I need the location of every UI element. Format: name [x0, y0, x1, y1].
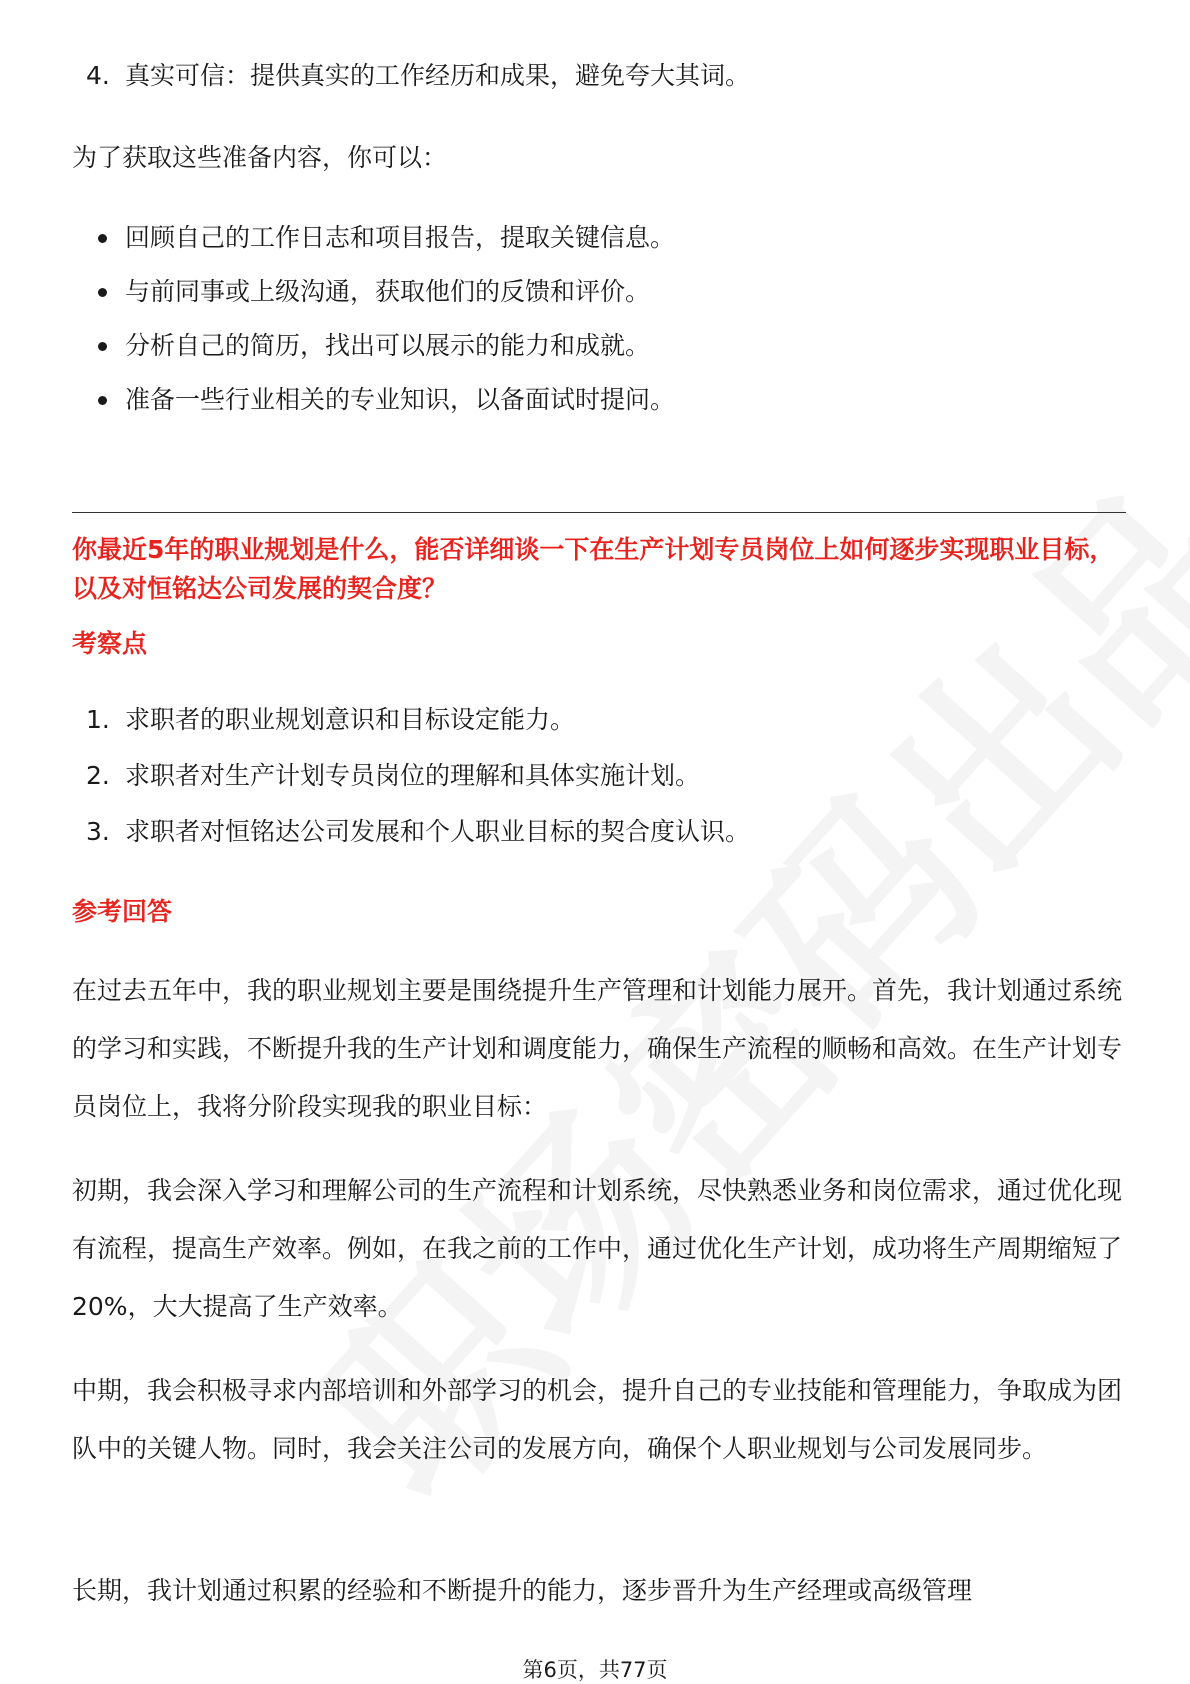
bullet-dot — [98, 288, 107, 297]
bullet-dot — [98, 234, 107, 243]
bullet-item: 准备一些行业相关的专业知识，以备面试时提问。 — [125, 385, 676, 414]
bullet-item: 回顾自己的工作日志和项目报告，提取关键信息。 — [125, 223, 676, 252]
page-footer: 第6页，共77页 — [522, 1658, 668, 1682]
answer-paragraph: 长期，我计划通过积累的经验和不断提升的能力，逐步晋升为生产经理或高级管理 — [72, 1576, 973, 1605]
section-divider — [72, 512, 1126, 513]
point-number: 2. — [86, 761, 110, 790]
top-item-number: 4. — [86, 61, 110, 90]
answer-paragraph: 在过去五年中，我的职业规划主要是围绕提升生产管理和计划能力展开。首先，我计划通过系统的学习和实践，不断提升我的生产计划和调度能力，确保生产流程的顺畅和高效。在生产计划专员岗位上，我将分阶段实现我的职业目标： — [72, 976, 1123, 1121]
answer-paragraph: 中期，我会积极寻求内部培训和外部学习的机会，提升自己的专业技能和管理能力，争取成为团队中的关键人物。同时，我会关注公司的发展方向，确保个人职业规划与公司发展同步。 — [72, 1376, 1123, 1463]
point-text: 求职者对生产计划专员岗位的理解和具体实施计划。 — [125, 761, 701, 790]
point-text: 求职者对恒铭达公司发展和个人职业目标的契合度认识。 — [125, 817, 751, 846]
top-item-text: 真实可信：提供真实的工作经历和成果，避免夸大其词。 — [125, 61, 751, 90]
bullet-item: 分析自己的简历，找出可以展示的能力和成就。 — [125, 331, 651, 360]
bullet-item: 与前同事或上级沟通，获取他们的反馈和评价。 — [125, 277, 651, 306]
answer-paragraph: 初期，我会深入学习和理解公司的生产流程和计划系统，尽快熟悉业务和岗位需求，通过优化现有流程，提高生产效率。例如，在我之前的工作中，通过优化生产计划，成功将生产周期缩短了20%，大大提高了生产效率。 — [72, 1176, 1123, 1321]
bullet-dot — [98, 396, 107, 405]
bullet-dot — [98, 342, 107, 351]
intro-text: 为了获取这些准备内容，你可以： — [72, 143, 448, 172]
section-title-assessment: 考察点 — [72, 629, 148, 658]
point-number: 3. — [86, 817, 110, 846]
section-title-answer: 参考回答 — [72, 897, 173, 926]
point-text: 求职者的职业规划意识和目标设定能力。 — [125, 705, 576, 734]
point-number: 1. — [86, 705, 110, 734]
question-heading: 你最近5年的职业规划是什么，能否详细谈一下在生产计划专员岗位上如何逐步实现职业目标，以及对恒铭达公司发展的契合度？ — [72, 535, 1115, 603]
